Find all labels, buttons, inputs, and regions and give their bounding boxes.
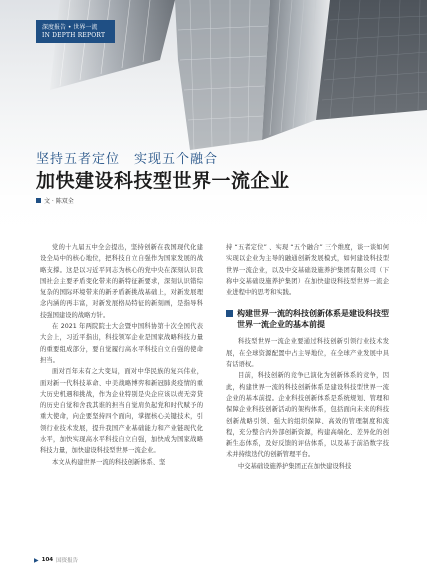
article-title: 加快建设科技型世界一流企业 <box>36 170 290 192</box>
article-subtitle: 坚持五者定位 实现五个融合 <box>36 152 219 167</box>
section-label: 深度报告 • 世界一流 <box>42 24 98 31</box>
section-header <box>36 20 115 43</box>
section-heading-text: 构建世界一流的科技创新体系是建设科技型世界一流企业的基本前提 <box>237 308 389 330</box>
section-heading <box>226 308 389 330</box>
paragraph: 持 “五者定位” 、实现 “五个融合” 三个维度，谈一谈如何实现以企业为主导的融通创新发展模式，如何建设科技型世界一流企业，以及中交基础设施养护集团有限公司（下称中交基础设施养护集团）在加快建设科技型世界一流企业进程中的思考和实践。 <box>226 244 389 297</box>
paragraph: 在 2021 年两院院士大会暨中国科协第十次全国代表大会上，习近平指出，科技领军企业是国家战略科技力量的重要组成部分，要自觉履行高水平科技自立自强的使命担当。 <box>40 323 203 364</box>
page-number: 104 <box>41 557 54 563</box>
section-label-en: IN DEPTH REPORT <box>42 32 106 39</box>
magazine-name: 国资报告 <box>56 558 79 564</box>
paragraph: 中交基础设施养护集团正在加快建设科技 <box>238 462 352 470</box>
square-bullet-icon <box>36 198 41 203</box>
byline <box>36 196 74 205</box>
paragraph: 目前，科技创新的竞争已演化为创新体系的竞争，因此，构建世界一流的科技创新体系是建设科技型世界一流企业的基本前提。企业科技创新体系是系统规划、管理和保障企业科技创新活动的架构体系，包括面向未来的科技创新战略引领、强大的组织保障、高效的管理制度和流程，充分整合内外部创新资源，构建高端化、差异化的创新生态体系，及好反馈的评估体系，以及基于前沿数字技术并持续迭代的创新管理平台。 <box>226 372 389 459</box>
paragraph: 面对百年未有之大变局，面对中华民族的复兴伟业，面对新一代科技革命、中美战略博弈和新冠肺炎疫情的重大历史机遇和挑战，作为企业特别是央企应该以责无旁贷的历史自觉和舍我其谁的担当自觉肩负起党和时代赋予的重大使命，向企要坚持四个面向，掌握核心关键技术，引领行业技术发展，提升我国产业基础能力和产业链现代化水平，加快实现高水平科技自立自强，加快成为国家战略科技力量，加快建设科技型世界一流企业。 <box>40 368 203 455</box>
square-bullet-icon <box>226 310 233 317</box>
author: 文 · 陈双全 <box>44 198 74 205</box>
page-footer <box>34 556 78 564</box>
paragraph: 科技型世界一流企业要通过科技创新引领行业技术发展，在全球资源配置中占主导地位，在全球产业发展中具有话语权。 <box>226 338 389 369</box>
body-column-left <box>40 242 203 468</box>
paragraph: 本文从构建世界一流的科技创新体系、坚 <box>52 458 166 466</box>
paragraph: 党的十九届五中全会提出，坚持创新在我国现代化建设全局中的核心地位，把科技自立自强作为国家发展的战略支撑。这是以习近平同志为核心的党中央在深刻认识我国社会主要矛盾变化带来的新特征新要求，深刻认识错综复杂的国际环境带来的新矛盾新挑战基础上，对新发展理念内涵的再丰富，对新发展格局特征的新刻画，是指导科技强国建设的战略方针。 <box>40 244 203 319</box>
triangle-right-icon: ▶ <box>34 556 39 564</box>
body-column-right <box>226 242 389 472</box>
